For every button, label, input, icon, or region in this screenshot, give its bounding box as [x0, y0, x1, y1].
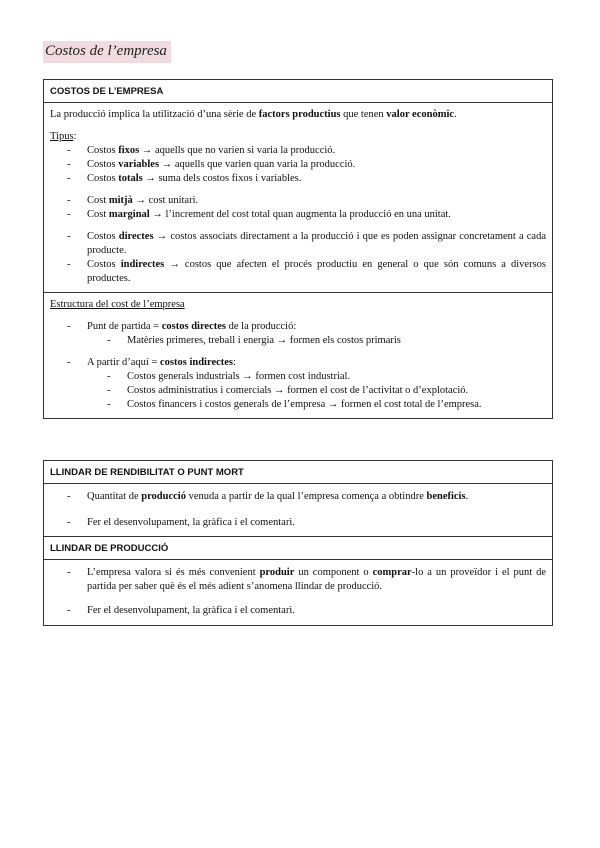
list-item: - Costos generals industrials → formen cost industrial. — [50, 370, 546, 384]
threshold-box — [43, 460, 553, 626]
list-item: - Quantitat de producció venuda a partir de la qual l’empresa comença a obtindre beneficis. — [50, 490, 546, 504]
costs-header: COSTOS DE L’EMPRESA — [44, 80, 552, 103]
list-item: - Punt de partida = costos directes de la producció: — [50, 320, 546, 334]
structure-list — [50, 320, 546, 334]
list-item: - Cost marginal → l’increment del cost total quan augmenta la producció en una unitat. — [50, 208, 546, 222]
structure-label: Estructura del cost de l’empresa — [50, 299, 185, 310]
list-item: - Costos totals → suma dels costos fixos i variables. — [50, 172, 546, 186]
page-title: Costos de l’empresa — [43, 41, 171, 63]
structure-sublist — [50, 334, 546, 348]
costs-types-section — [44, 103, 552, 293]
list-item: - Costos fixos → aquells que no varien si varia la producció. — [50, 144, 546, 158]
list-item: - Fer el desenvolupament, la gràfica i el comentari. — [50, 604, 546, 618]
profitability-threshold-section — [44, 484, 552, 537]
cost-types-list — [50, 230, 546, 286]
production-threshold-section — [44, 560, 552, 625]
profitability-threshold-header: LLINDAR DE RENDIBILITAT O PUNT MORT — [44, 461, 552, 484]
tipus-label: Tipus: — [50, 131, 77, 142]
intro-paragraph: La producció implica la utilització d’una sèrie de factors productius que tenen valor econòmic. — [50, 109, 457, 120]
list-item: - L’empresa valora si és més convenient produir un component o comprar-lo a un proveïdor i el punt de partida per saber què és el més adient s’anomena llindar de producció. — [50, 566, 546, 594]
cost-structure-section — [44, 293, 552, 418]
list-item: - Cost mitjà → cost unitari. — [50, 194, 546, 208]
list-item: - A partir d’aquí = costos indirectes: — [50, 356, 546, 370]
costs-box — [43, 79, 553, 419]
cost-types-list — [50, 144, 546, 186]
structure-list — [50, 356, 546, 370]
list-item: - Matèries primeres, treball i energia → formen els costos primaris — [50, 334, 546, 348]
list-item: - Costos directes → costos associats directament a la producció i que es poden assignar concretament a cada producte. — [50, 230, 546, 258]
list-item: - Fer el desenvolupament, la gràfica i el comentari. — [50, 516, 546, 530]
list-item: - Costos administratius i comercials → formen el cost de l’activitat o d’explotació. — [50, 384, 546, 398]
list-item: - Costos indirectes → costos que afecten el procés productiu en general o que són comuns a diversos productes. — [50, 258, 546, 286]
list-item: - Costos variables → aquells que varien quan varia la producció. — [50, 158, 546, 172]
cost-types-list — [50, 194, 546, 222]
structure-sublist — [50, 370, 546, 412]
production-threshold-header: LLINDAR DE PRODUCCIÓ — [44, 537, 552, 560]
list-item: - Costos financers i costos generals de l’empresa → formen el cost total de l’empresa. — [50, 398, 546, 412]
